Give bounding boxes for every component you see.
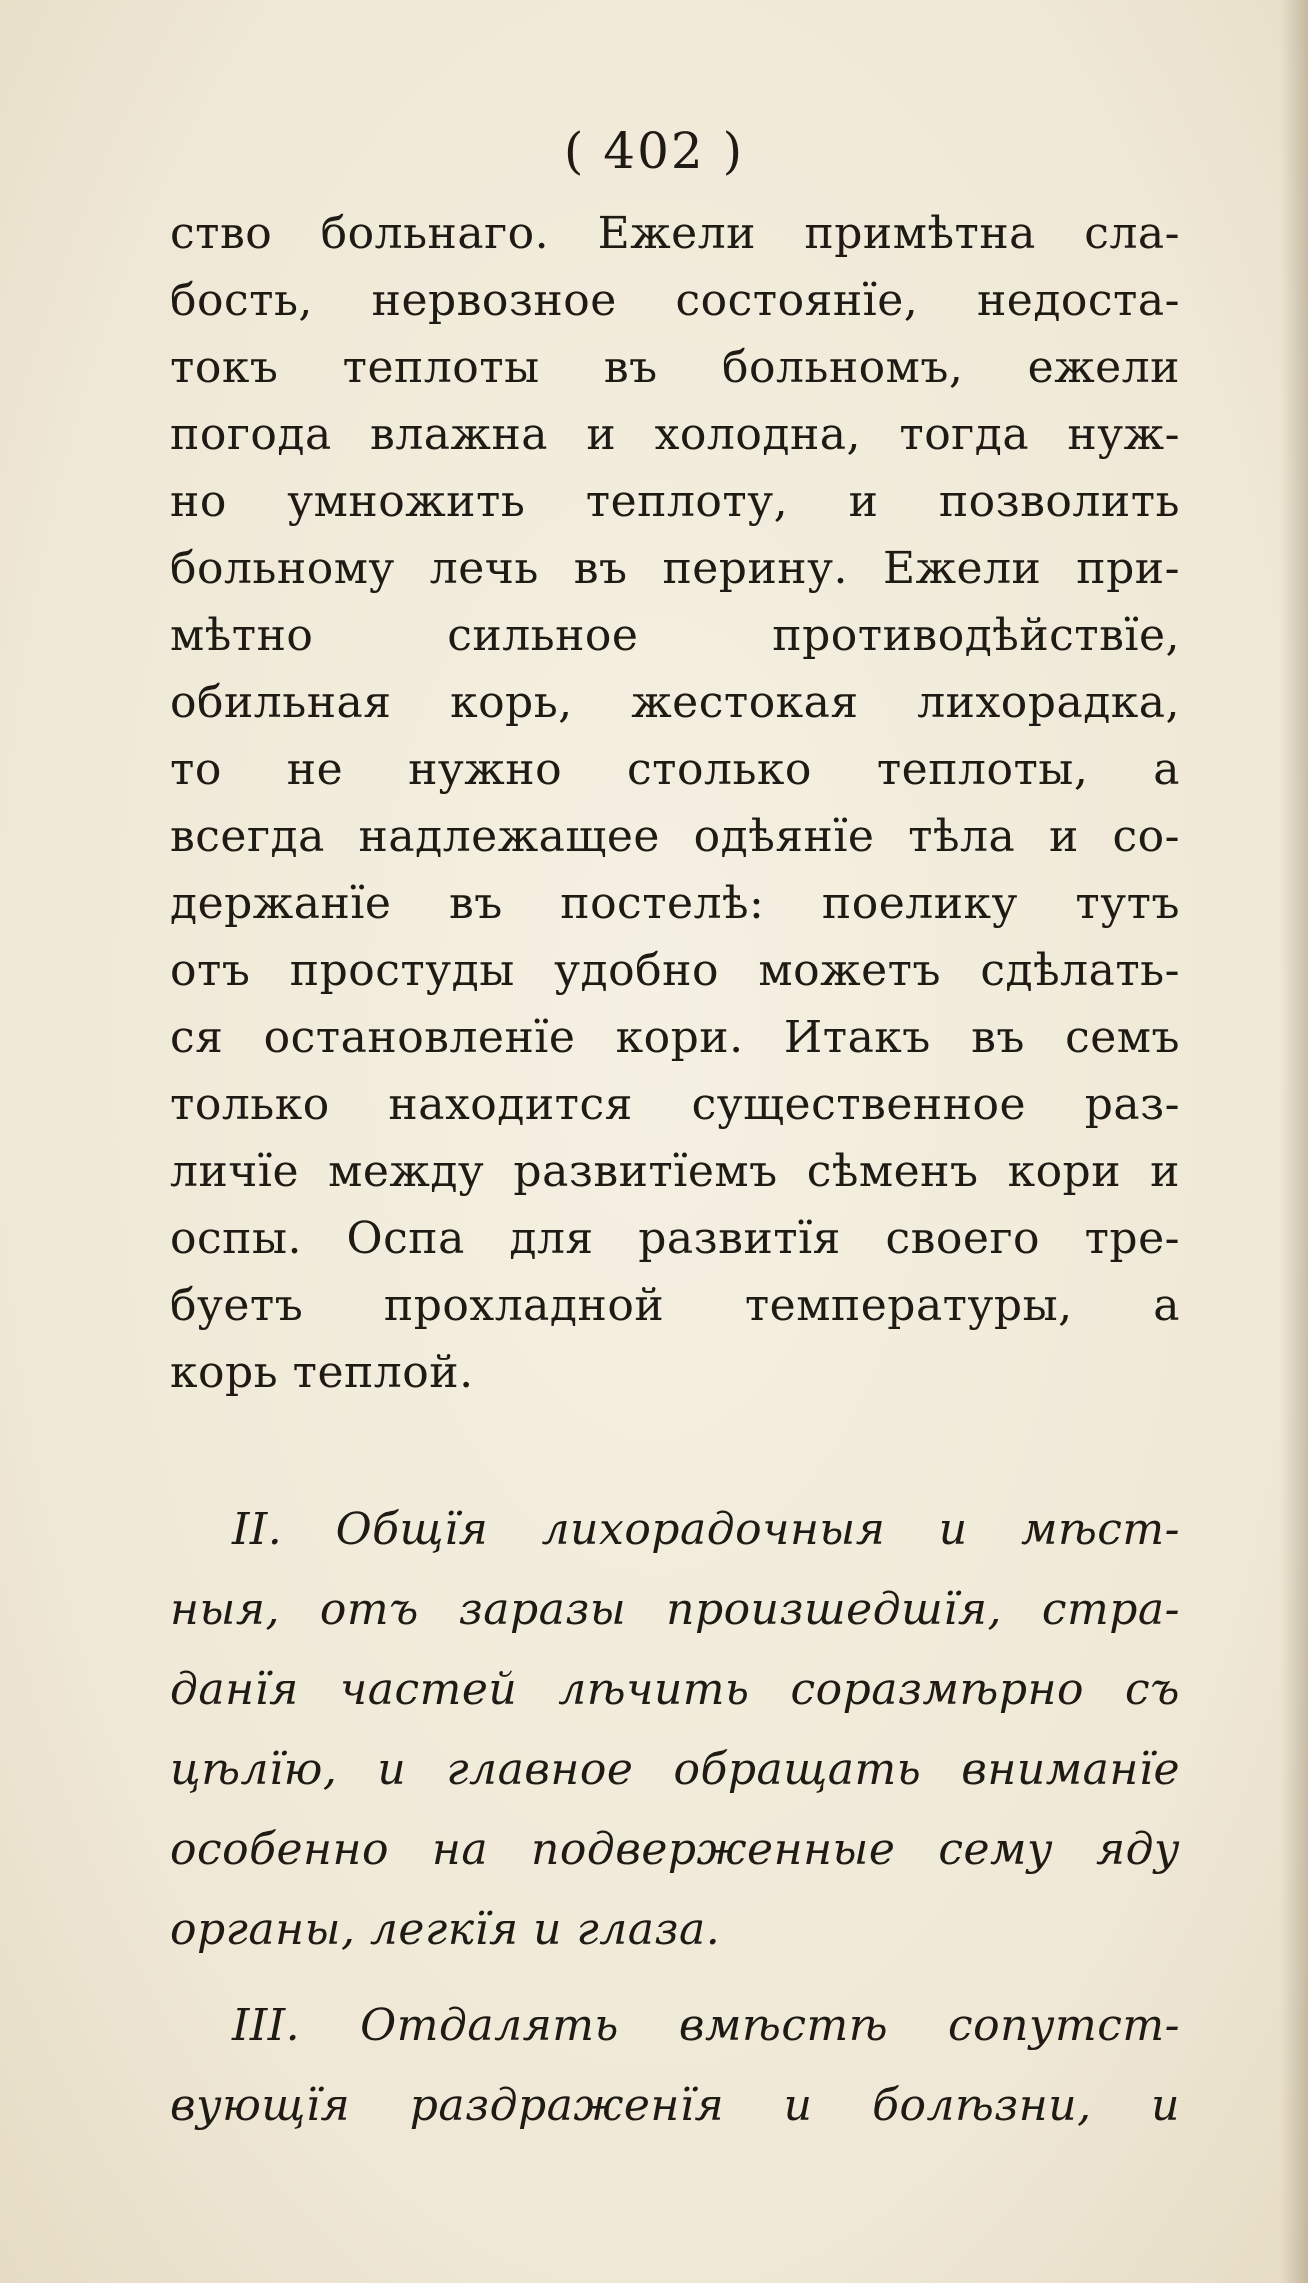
text-line: ство больнаго. Ежели примѣтна сла-: [170, 208, 1180, 259]
text-line: но умножить теплоту, и позволить: [170, 476, 1180, 527]
paragraph-1: [170, 200, 1180, 1406]
text-line: органы, легкїя и глаза.: [170, 1904, 721, 1955]
paragraph-2: [170, 1490, 1180, 1970]
page-number: ( 402 ): [563, 122, 745, 180]
text-line: оспы. Оспа для развитїя своего тре-: [170, 1213, 1180, 1264]
text-line: отъ простуды удобно можетъ сдѣлать-: [170, 945, 1180, 996]
text-line: больному лечь въ перину. Ежели при-: [170, 543, 1180, 594]
page-edge-shadow: [1280, 0, 1308, 2283]
text-line: мѣтно сильное противодѣйствїе,: [170, 610, 1180, 661]
text-line: только находится существенное раз-: [170, 1079, 1180, 1130]
text-line: держанїе въ постелѣ: поелику тутъ: [170, 878, 1180, 929]
text-line: токъ теплоты въ больномъ, ежели: [170, 342, 1180, 393]
text-line: данїя частей лѣчить соразмѣрно съ: [170, 1664, 1180, 1715]
text-line: II. Общїя лихорадочныя и мѣст-: [232, 1504, 1180, 1555]
text-line: то не нужно столько теплоты, а: [170, 744, 1180, 795]
text-line: вующїя раздраженїя и болѣзни, и: [170, 2080, 1180, 2131]
text-line: цѣлїю, и главное обращать вниманїе: [170, 1744, 1180, 1795]
text-line: ныя, отъ заразы произшедшїя, стра-: [170, 1584, 1180, 1635]
text-line: особенно на подверженные сему яду: [170, 1824, 1180, 1875]
text-line: погода влажна и холодна, тогда нуж-: [170, 409, 1180, 460]
paragraph-3: [170, 1986, 1180, 2146]
text-line: корь теплой.: [170, 1347, 474, 1398]
text-line: III. Отдалять вмѣстѣ сопутст-: [232, 2000, 1180, 2051]
text-line: обильная корь, жестокая лихорадка,: [170, 677, 1180, 728]
text-line: ся остановленїе кори. Итакъ въ семъ: [170, 1012, 1180, 1063]
text-line: буетъ прохладной температуры, а: [170, 1280, 1180, 1331]
text-line: бость, нервозное состоянїе, недоста-: [170, 275, 1180, 326]
italic-section: [170, 1490, 1180, 2146]
text-line: личїе между развитїемъ сѣменъ кори и: [170, 1146, 1180, 1197]
text-line: всегда надлежащее одѣянїе тѣла и со-: [170, 811, 1180, 862]
